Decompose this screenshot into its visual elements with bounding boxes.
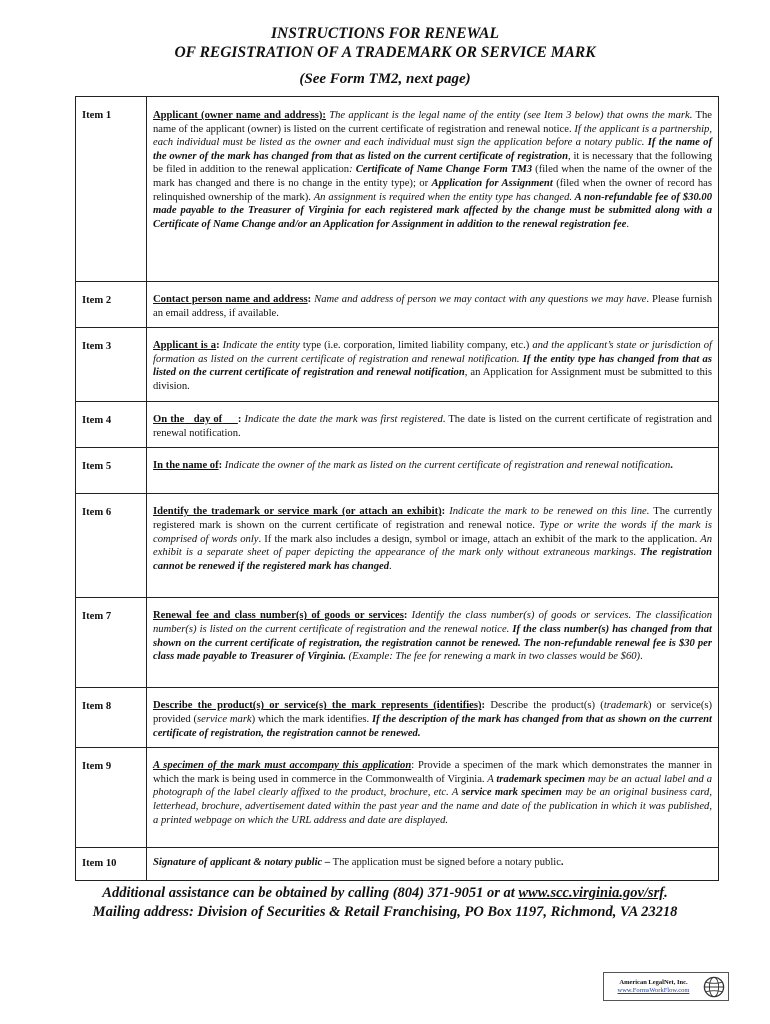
item-row-3 xyxy=(76,328,719,402)
item-heading: On the day of xyxy=(153,414,223,426)
item-heading: Applicant (owner name and address): xyxy=(153,110,326,121)
item-label: Item 3 xyxy=(76,328,147,402)
item-body: Renewal fee and class number(s) of goods or services: Identify the class number(s) of goods or services. The classification number(s) is listed on the current certificate of registration and the renewal notice. If the class number(s) has changed from that shown on the current certificate of registration, the registration cannot be renewed. The non-refundable renewal fee is $30 per class made payable to Treasurer of Virginia. (Example: The fee for renewing a mark in two classes would be $60). xyxy=(147,598,719,688)
item-row-6 xyxy=(76,494,719,598)
item-label: Item 7 xyxy=(76,598,147,688)
item-body: Applicant (owner name and address): The applicant is the legal name of the entity (see Item 3 below) that owns the mark. The name of the applicant (owner) is listed on the current certificate of registration and renewal notice. If the applicant is a partnership, each individual must be listed as the owner and each individual must sign the application before a notary public. If the name of the owner of the mark has changed from that as listed on the current certificate of registration, it is necessary that the following be filed in addition to the renewal application: Certificate of Name Change Form TM3 (filed when the name of the owner of the mark has changed and there is no change in the entity type); or Application for Assignment (filed when the owner of record has relinquished ownership of the mark). An assignment is required when the entity type has changed. A non-refundable fee of $30.00 made payable to the Treasurer of Virginia for each registered mark affected by the change must be submitted along with a Certificate of Name Change and/or an Application for Assignment in addition to the renewal registration fee. xyxy=(147,97,719,282)
item-body: Signature of applicant & notary public – The application must be signed before a notary public. xyxy=(147,848,719,881)
globe-logo-icon xyxy=(703,976,725,998)
item-label: Item 4 xyxy=(76,402,147,448)
item-heading: Identify the trademark or service mark (or attach an exhibit) xyxy=(153,506,442,518)
item-row-1 xyxy=(76,97,719,282)
item-body: Applicant is a: Indicate the entity type (i.e. corporation, limited liability company, etc.) and the applicant’s state or jurisdiction of formation as listed on the current certificate of registration and renewal notification. If the entity type has changed from that as listed on the current certificate of registration and renewal notification, an Application for Assignment must be submitted to this division. xyxy=(147,328,719,402)
publisher-stamp xyxy=(603,972,729,1001)
title-line-2: OF REGISTRATION OF A TRADEMARK OR SERVICE MARK xyxy=(174,44,596,61)
item-row-4 xyxy=(76,402,719,448)
footer-contact xyxy=(0,884,770,922)
item-row-10 xyxy=(76,848,719,881)
item-heading: Signature of applicant & notary public – xyxy=(153,857,331,869)
item-body: Describe the product(s) or service(s) the mark represents (identifies): Describe the product(s) (trademark) or service(s) provided (service mark) which the mark identifies. If the description of the mark has changed from that as shown on the current certificate of registration, the registration cannot be renewed. xyxy=(147,688,719,748)
item-label: Item 8 xyxy=(76,688,147,748)
item-label: Item 5 xyxy=(76,448,147,494)
item-label: Item 6 xyxy=(76,494,147,598)
document-subtitle: (See Form TM2, next page) xyxy=(299,71,471,87)
footer-line-2: Mailing address: Division of Securities & Retail Franchising, PO Box 1197, Richmond, VA 23218 xyxy=(92,904,678,920)
item-heading: Renewal fee and class number(s) of goods or services xyxy=(153,610,404,622)
stamp-text xyxy=(604,979,703,995)
item-heading: A specimen of the mark must accompany this application xyxy=(153,760,412,772)
footer-line-1: Additional assistance can be obtained by calling (804) 371-9051 or at www.scc.virginia.gov/srf. xyxy=(102,885,668,901)
instructions-table xyxy=(75,96,719,881)
item-row-2 xyxy=(76,282,719,328)
stamp-website-link[interactable]: www.FormsWorkFlow.com xyxy=(617,986,690,994)
item-heading: Contact person name and address xyxy=(153,294,308,305)
item-body: In the name of: Indicate the owner of the mark as listed on the current certificate of registration and renewal notification. xyxy=(147,448,719,494)
item-row-9 xyxy=(76,748,719,848)
item-row-7 xyxy=(76,598,719,688)
item-label: Item 1 xyxy=(76,97,147,282)
item-body: Contact person name and address: Name and address of person we may contact with any questions we may have. Please furnish an email address, if available. xyxy=(147,282,719,328)
item-body: On the day of : Indicate the date the mark was first registered. The date is listed on the current certificate of registration and renewal notification. xyxy=(147,402,719,448)
title-line-1: INSTRUCTIONS FOR RENEWAL xyxy=(271,25,499,42)
scc-website-link[interactable]: www.scc.virginia.gov/srf xyxy=(518,885,665,901)
item-row-8 xyxy=(76,688,719,748)
item-heading: Describe the product(s) or service(s) the mark represents (identifies) xyxy=(153,700,482,712)
item-heading: In the name of xyxy=(153,460,219,472)
stamp-company-name: American LegalNet, Inc. xyxy=(619,978,688,986)
item-heading: Applicant is a xyxy=(153,340,217,352)
item-label: Item 2 xyxy=(76,282,147,328)
item-label: Item 9 xyxy=(76,748,147,848)
item-body: A specimen of the mark must accompany this application: Provide a specimen of the mark which demonstrates the manner in which the mark is being used in commerce in the Commonwealth of Virginia. A trademark specimen may be an actual label and a photograph of the label clearly affixed to the product, brochure, etc. A service mark specimen may be an original business card, letterhead, brochure, advertisement dated within the past year and the name and date of the publication in which it was published, a printed webpage on which the URL address and date are displayed. xyxy=(147,748,719,848)
document-title xyxy=(0,24,770,62)
item-label: Item 10 xyxy=(76,848,147,881)
item-body: Identify the trademark or service mark (or attach an exhibit): Indicate the mark to be renewed on this line. The currently registered mark is shown on the current certificate of registration and renewal notice. Type or write the words if the mark is comprised of words only. If the mark also includes a design, symbol or image, attach an exhibit of the mark to the application. An exhibit is a separate sheet of paper depicting the appearance of the mark only without extraneous markings. The registration cannot be renewed if the registered mark has changed. xyxy=(147,494,719,598)
item-row-5 xyxy=(76,448,719,494)
